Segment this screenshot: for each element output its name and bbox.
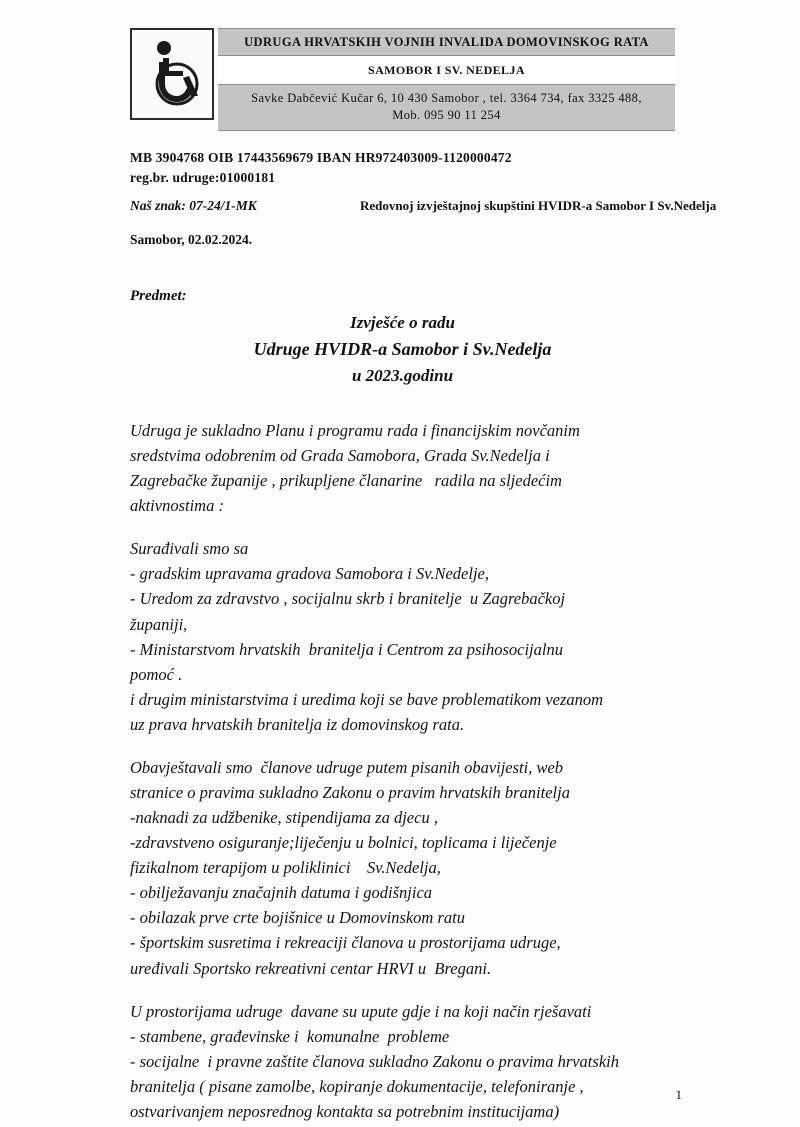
paragraph (130, 755, 690, 981)
subject-label: Predmet: (130, 288, 187, 304)
body-line: -zdravstveno osiguranje;liječenju u bolnici, toplicama i liječenje (130, 833, 557, 853)
body-line: - stambene, građevinske i komunalne probleme (130, 1026, 450, 1046)
our-sign: Naš znak: 07-24/1-MK (130, 198, 257, 213)
organization-logo (130, 28, 214, 120)
body-line: -naknadi za udžbenike, stipendijama za djecu , (130, 808, 438, 828)
reference-row (130, 198, 750, 214)
body-line: branitelja ( pisane zamolbe, kopiranje dokumentacije, telefoniranje , (130, 1076, 584, 1096)
paragraph (130, 536, 690, 737)
body-line: aktivnostima : (130, 496, 224, 516)
identifiers-line-1: MB 3904768 OIB 17443569679 IBAN HR972403009-1120000472 (130, 150, 512, 165)
body-line: fizikalnom terapijom u poliklinici Sv.Nedelja, (130, 858, 441, 878)
title-line-2: Udruge HVIDR-a Samobor i Sv.Nedelja (253, 338, 552, 359)
letterhead (130, 28, 675, 131)
body-line: Zagrebačke županije , prikupljene članarine radila na sljedećim (130, 471, 562, 491)
body-line: - obilježavanju značajnih datuma i godišnjica (130, 883, 433, 903)
title-line-1: Izvješće o radu (350, 313, 455, 332)
body-line: pomoć . (130, 664, 183, 684)
body-line: ostvarivanjem neposrednog kontakta sa potrebnim institucijama) (130, 1101, 560, 1121)
title-line-3: u 2023.godinu (351, 365, 454, 385)
branch-name: SAMOBOR I SV. NEDELJA (218, 56, 675, 84)
contact-details (218, 84, 675, 131)
body-line: županiji, (130, 614, 188, 634)
body-line: Udruga je sukladno Planu i programu rada i financijskim novčanim (130, 421, 580, 440)
document-body (130, 418, 690, 1124)
address-line-2: Mob. 095 90 11 254 (392, 107, 501, 122)
body-line: uz prava hrvatskih branitelja iz domovinskog rata. (130, 714, 465, 734)
letterhead-bars (218, 28, 675, 131)
body-line: - Uredom za zdravstvo , socijalnu skrb i braniteljе u Zagrebačkoj (130, 589, 566, 609)
addressee: Redovnoj izvještajnoj skupštini HVIDR-a Samobor I Sv.Nedelja (360, 198, 717, 213)
body-line: - športskim susretima i rekreaciji članova u prostorijama udruge, (130, 933, 561, 953)
body-line: sredstvima odobrenim od Grada Samobora, Grada Sv.Nedelja i (130, 446, 550, 466)
body-line: uređivali Sportsko rekreativni centar HRVI u Bregani. (130, 958, 492, 978)
wheelchair-accessibility-icon (139, 38, 205, 110)
organization-name: UDRUGA HRVATSKIH VOJNIH INVALIDA DOMOVINSKOG RATA (218, 28, 675, 56)
identifiers-line-2: reg.br. udruge:01000181 (130, 169, 276, 185)
body-line: i drugim ministarstvima i uredima koji se bave problematikom vezanom (130, 689, 604, 709)
body-line: - Ministarstvom hrvatskih branitelja i Centrom za psihosocijalnu (130, 639, 563, 659)
paragraph (130, 418, 690, 518)
paragraph (130, 999, 690, 1124)
page-number: 1 (675, 1087, 682, 1102)
body-line: - socijalne i pravne zaštite članova sukladno Zakonu o pravima hrvatskih (130, 1051, 619, 1071)
identifiers-block (130, 148, 512, 187)
address-line-1: Savke Dabčević Kučar 6, 10 430 Samobor , tel. 3364 734, fax 3325 488, (251, 91, 642, 105)
body-line: Obavještavali smo članove udruge putem pisanih obavijesti, web (130, 757, 564, 777)
body-line: - gradskim upravama gradova Samobora i Sv.Nedelje, (130, 564, 489, 584)
body-line: Surađivali smo sa (130, 539, 249, 559)
body-line: stranice o pravima sukladno Zakonu o pravim hrvatskih branitelja (130, 783, 570, 803)
body-line: - obilazak prve crte bojišnice u Domovinskom ratu (130, 908, 465, 928)
document-title (130, 310, 675, 388)
place-and-date: Samobor, 02.02.2024. (130, 232, 253, 247)
body-line: U prostorijama udruge davane su upute gdje i na koji način rješavati (130, 1001, 592, 1021)
